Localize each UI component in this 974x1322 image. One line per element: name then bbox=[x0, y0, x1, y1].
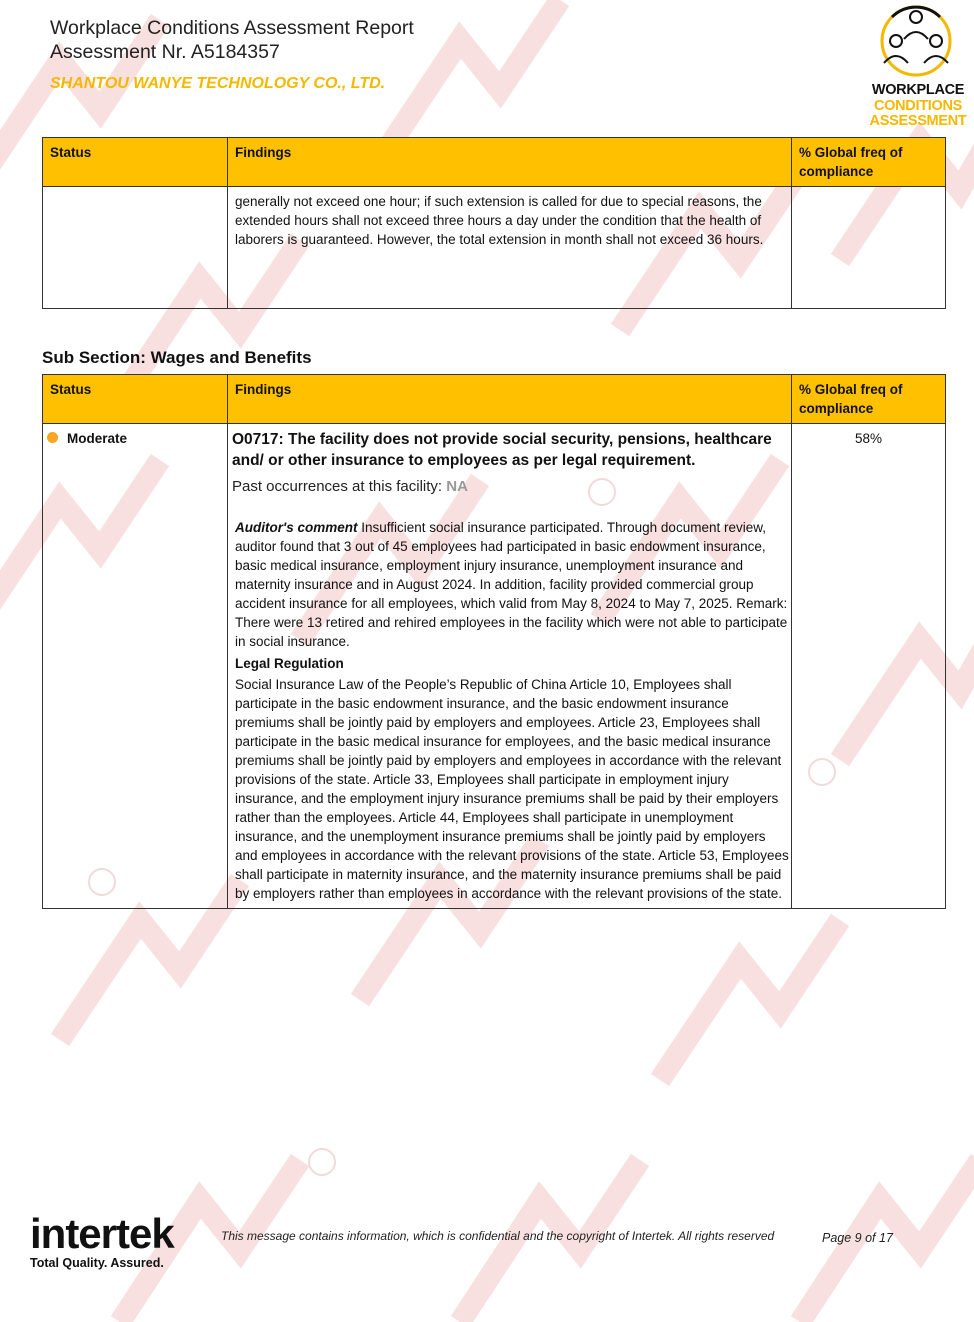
wages-benefits-table bbox=[42, 374, 946, 909]
findings-header: Findings bbox=[228, 138, 792, 187]
report-title: Workplace Conditions Assessment Report bbox=[50, 17, 414, 39]
intertek-brand: intertek bbox=[30, 1210, 174, 1257]
people-circle-icon bbox=[862, 3, 974, 83]
freq-header: % Global freq of compliance bbox=[792, 138, 946, 187]
table-row bbox=[43, 187, 946, 309]
assessment-number: Assessment Nr. A5184357 bbox=[50, 41, 280, 63]
company-name: SHANTOU WANYE TECHNOLOGY CO., LTD. bbox=[50, 75, 386, 92]
past-occurrences bbox=[232, 477, 789, 496]
findings-header: Findings bbox=[228, 375, 792, 424]
status-cell bbox=[43, 187, 228, 309]
wca-logo bbox=[862, 3, 974, 133]
table-header-row bbox=[43, 375, 946, 424]
auditor-comment-text: Insufficient social insurance participated. Through document review, auditor found that 3 out of 45 employees had participated in basic endowment insurance, basic medical insurance, employment injury insurance, unemployment insurance and maternity insurance and in August 2024. In addition, facility provided commercial group accident insurance for all employees, which valid from May 8, 2024 to May 7, 2025. Remark: There were 13 retired and rehired employees in the facility which were not able to participate in social insurance. bbox=[235, 520, 788, 649]
freq-cell: 58% bbox=[792, 424, 946, 909]
legal-regulation-label: Legal Regulation bbox=[235, 656, 344, 671]
legal-regulation-text: Social Insurance Law of the People’s Republic of China Article 10, Employees shall participate in the basic endowment insurance, and the basic endowment insurance premiums shall be jointly paid by employers and employees. Article 23, Employees shall participate in the basic medical insurance for employees, and the basic medical insurance premiums shall be jointly paid by employers and employees in accordance with the relevant provisions of the state. Article 33, Employees shall participate in employment injury insurance, and the employment injury insurance premiums shall be paid by their employers rather than the employees. Article 44, Employees shall participate in unemployment insurance, and the unemployment insurance premiums shall be jointly paid by employers and employees in accordance with the relevant provisions of the state. Article 53, Employees shall participate in maternity insurance, and the maternity insurance premiums shall be paid by employers rather than employees in accordance with the relevant provisions of the state. bbox=[235, 677, 789, 901]
continued-findings-table bbox=[42, 137, 946, 309]
auditor-comment bbox=[232, 518, 789, 651]
findings-cell: generally not exceed one hour; if such extension is called for due to special reasons, the extended hours shall not exceed three hours a day under the condition that the health of laborers is guaranteed. However, the total extension in month shall not exceed 36 hours. bbox=[228, 187, 792, 309]
freq-header: % Global freq of compliance bbox=[792, 375, 946, 424]
status-dot-icon bbox=[47, 432, 58, 443]
intertek-tagline: Total Quality. Assured. bbox=[30, 1256, 164, 1270]
intertek-logo bbox=[30, 1210, 174, 1270]
status-header: Status bbox=[43, 138, 228, 187]
subsection-title: Sub Section: Wages and Benefits bbox=[42, 348, 312, 367]
past-occurrences-label: Past occurrences at this facility: bbox=[232, 478, 443, 495]
page-number: Page 9 of 17 bbox=[822, 1231, 893, 1245]
past-occurrences-value: NA bbox=[446, 478, 468, 495]
findings-cell bbox=[228, 424, 792, 909]
freq-cell bbox=[792, 187, 946, 309]
status-label: Moderate bbox=[67, 431, 128, 446]
table-header-row bbox=[43, 138, 946, 187]
report-header bbox=[50, 16, 414, 64]
confidential-notice: This message contains information, which is confidential and the copyright of Intertek. All rights reserved bbox=[221, 1229, 775, 1243]
finding-title: O0717: The facility does not provide social security, pensions, healthcare and/ or other insurance to employees as per legal requirement. bbox=[232, 431, 772, 469]
logo-line-2: CONDITIONS bbox=[873, 97, 963, 114]
status-header: Status bbox=[43, 375, 228, 424]
table-row bbox=[43, 424, 946, 909]
logo-line-3: ASSESSMENT bbox=[869, 113, 967, 129]
status-cell bbox=[43, 424, 228, 909]
logo-line-1: WORKPLACE bbox=[871, 82, 965, 98]
auditor-comment-label: Auditor's comment bbox=[235, 520, 358, 535]
